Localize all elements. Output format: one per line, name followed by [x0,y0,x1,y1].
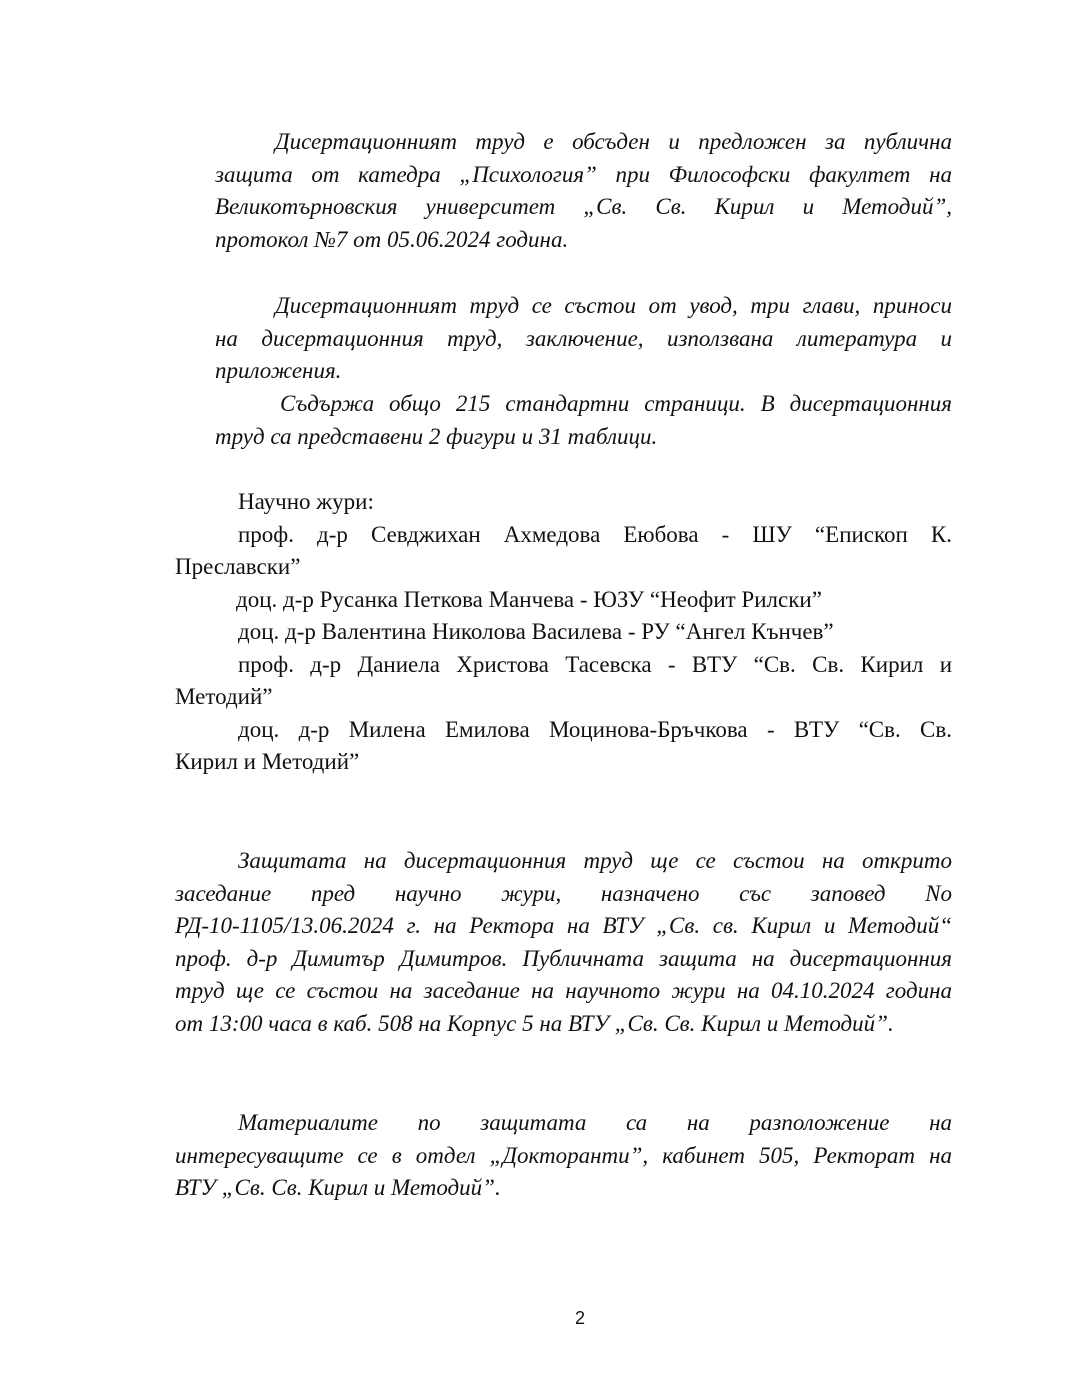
jury-member: доц. д-р Валентина Николова Василева - РУ “Ангел Кънчев” [238,619,834,644]
paragraph-structure-line: приложения. [215,358,342,383]
paragraph-materials-line: интересуващите се в отдел „Докторанти”, кабинет 505, Ректорат на [175,1142,952,1168]
jury-member: Методий” [175,684,273,709]
paragraph-defense-line: труд ще се състои на заседание на научното жури на 04.10.2024 година [175,978,952,1003]
paragraph-structure [215,290,952,388]
page-number: 2 [574,1308,585,1328]
paragraph-defense-line: Защитата на дисертационния труд ще се състои на открито [238,848,952,873]
paragraph-approval-line: защита от катедра „Психология” при Философски факултет на [215,161,952,187]
paragraph-materials-line: ВТУ „Св. Св. Кирил и Методий”. [175,1175,501,1200]
paragraph-structure-line: Дисертационният труд се състои от увод, три глави, приноси [275,293,952,318]
paragraph-defense-line: РД-10-1105/13.06.2024 г. на Ректора на ВТУ „Св. св. Кирил и Методий“ [175,913,952,938]
paragraph-defense-line: проф. д-р Димитър Димитров. Публичната защита на дисертационния [175,945,952,971]
paragraph-page-count-line: труд са представени 2 фигури и 31 таблици. [215,423,658,449]
paragraph-structure-line: на дисертационния труд, заключение, използвана литература и [215,325,952,351]
jury-section [175,486,952,779]
paragraph-approval-line: Великотърновския университет „Св. Св. Кирил и Методий”, [215,194,952,219]
paragraph-page-count-line: Съдържа общо 215 стандартни страници. В дисертационния [280,391,952,416]
paragraph-materials-line: Материалите по защитата са на разположение на [238,1110,952,1135]
jury-member: проф. д-р Севджихан Ахмедова Еюбова - ШУ “Епископ К. [238,521,952,547]
paragraph-approval-line: протокол №7 от 05.06.2024 година. [215,226,569,252]
paragraph-materials [175,1107,952,1205]
paragraph-approval [215,126,952,256]
paragraph-defense [175,845,952,1040]
jury-member: Преславски” [175,554,301,579]
paragraph-defense-line: от 13:00 часа в каб. 508 на Корпус 5 на ВТУ „Св. Св. Кирил и Методий”. [175,1010,894,1036]
paragraph-defense-line: заседание пред научно жури, назначено със заповед No [175,880,952,906]
jury-member: Кирил и Методий” [175,749,360,774]
jury-member: доц. д-р Милена Емилова Моцинова-Бръчкова - ВТУ “Св. Св. [238,716,952,742]
paragraph-approval-line: Дисертационният труд е обсъден и предложен за публична [275,129,952,154]
jury-heading: Научно жури: [238,489,374,514]
jury-member: доц. д-р Русанка Петкова Манчева - ЮЗУ “Неофит Рилски” [236,586,822,612]
jury-member: проф. д-р Даниела Христова Тасевска - ВТУ “Св. Св. Кирил и [238,651,952,677]
paragraph-page-count [215,388,952,453]
